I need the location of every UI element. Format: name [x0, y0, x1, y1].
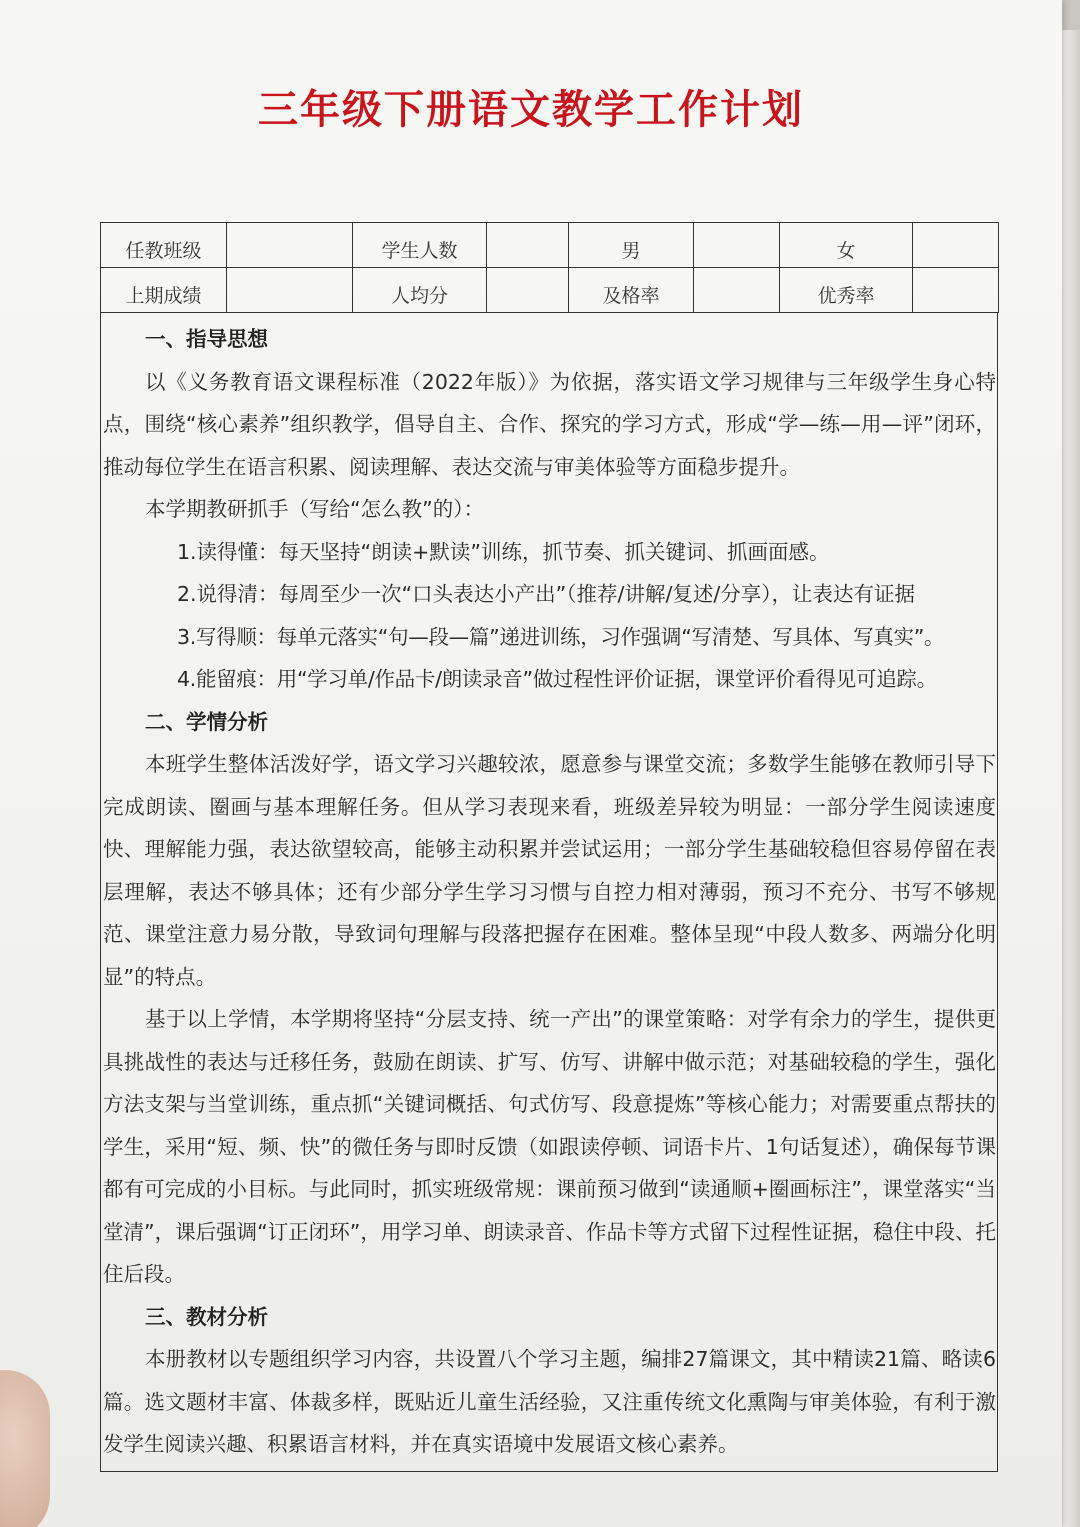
pass-rate-label: 及格率	[569, 268, 694, 313]
guiding-paragraph: 以《义务教育语文课程标准（2022年版）》为依据，落实语文学习规律与三年级学生身心特点，围绕“核心素养”组织教学，倡导自主、合作、探究的学习方式，形成“学—练—用—评”闭环，推动每位学生在语言积累、阅读理解、表达交流与审美体验等方面稳步提升。	[103, 369, 996, 479]
students-value	[487, 223, 569, 268]
students-paragraph-1: 本班学生整体活泼好学，语文学习兴趣较浓，愿意参与课堂交流；多数学生能够在教师引导下完成朗读、圈画与基本理解任务。但从学习表现来看，班级差异较为明显：一部分学生阅读速度快、理解能力强，表达欲望较高，能够主动积累并尝试运用；一部分学生基础较稳但容易停留在表层理解，表达不够具体；还有少部分学生学习习惯与自控力相对薄弱，预习不充分、书写不够规范、课堂注意力易分散，导致词句理解与段落把握存在困难。整体呈现“中段人数多、两端分化明显”的特点。	[103, 752, 996, 989]
female-label: 女	[780, 223, 913, 268]
last-score-value	[227, 268, 353, 313]
male-value	[694, 223, 780, 268]
info-table	[100, 222, 999, 313]
male-label: 男	[569, 223, 694, 268]
class-label: 任教班级	[101, 223, 227, 268]
last-score-label: 上期成绩	[101, 268, 227, 313]
research-item: 4.能留痕：用“学习单/作品卡/朗读录音”做过程性评价证据，课堂评价看得见可追踪。	[177, 667, 937, 691]
info-row-1	[101, 223, 999, 268]
class-value	[227, 223, 353, 268]
research-intro: 本学期教研抓手（写给“怎么教”的）：	[145, 497, 484, 521]
excellent-rate-value	[913, 268, 999, 313]
average-label: 人均分	[353, 268, 487, 313]
excellent-rate-label: 优秀率	[780, 268, 913, 313]
research-item: 2.说得清：每周至少一次“口头表达小产出”（推荐/讲解/复述/分享），让表达有证据	[177, 582, 916, 606]
research-item: 3.写得顺：每单元落实“句—段—篇”递进训练，习作强调“写清楚、写具体、写真实”。	[177, 624, 945, 649]
average-value	[487, 268, 569, 313]
pass-rate-value	[694, 268, 780, 313]
female-value	[913, 223, 999, 268]
research-item: 1.读得懂：每天坚持“朗读+默读”训练，抓节奏、抓关键词、抓画面感。	[177, 539, 830, 564]
students-label: 学生人数	[353, 223, 487, 268]
info-row-2	[101, 268, 999, 313]
content-body	[103, 318, 996, 1466]
section-heading-students: 二、学情分析	[145, 709, 268, 734]
document-title: 三年级下册语文教学工作计划	[258, 86, 804, 133]
students-paragraph-2: 基于以上学情，本学期将坚持“分层支持、统一产出”的课堂策略：对学有余力的学生，提供更具挑战性的表达与迁移任务，鼓励在朗读、扩写、仿写、讲解中做示范；对基础较稳的学生，强化方法支架与当堂训练，重点抓“关键词概括、句式仿写、段意提炼”等核心能力；对需要重点帮扶的学生，采用“短、频、快”的微任务与即时反馈（如跟读停顿、词语卡片、1句话复述），确保每节课都有可完成的小目标。与此同时，抓实班级常规：课前预习做到“读通顺+圈画标注”，课堂落实“当堂清”，课后强调“订正闭环”，用学习单、朗读录音、作品卡等方式留下过程性证据，稳住中段、托住后段。	[103, 1007, 996, 1286]
thumb-overlay	[0, 1370, 50, 1527]
section-heading-textbook: 三、教材分析	[145, 1304, 268, 1329]
textbook-paragraph: 本册教材以专题组织学习内容，共设置八个学习主题，编排27篇课文，其中精读21篇、略读6篇。选文题材丰富、体裁多样，既贴近儿童生活经验，又注重传统文化熏陶与审美体验，有利于激发学生阅读兴趣、积累语言材料，并在真实语境中发展语文核心素养。	[103, 1347, 996, 1456]
section-heading-guiding: 一、指导思想	[145, 327, 268, 351]
